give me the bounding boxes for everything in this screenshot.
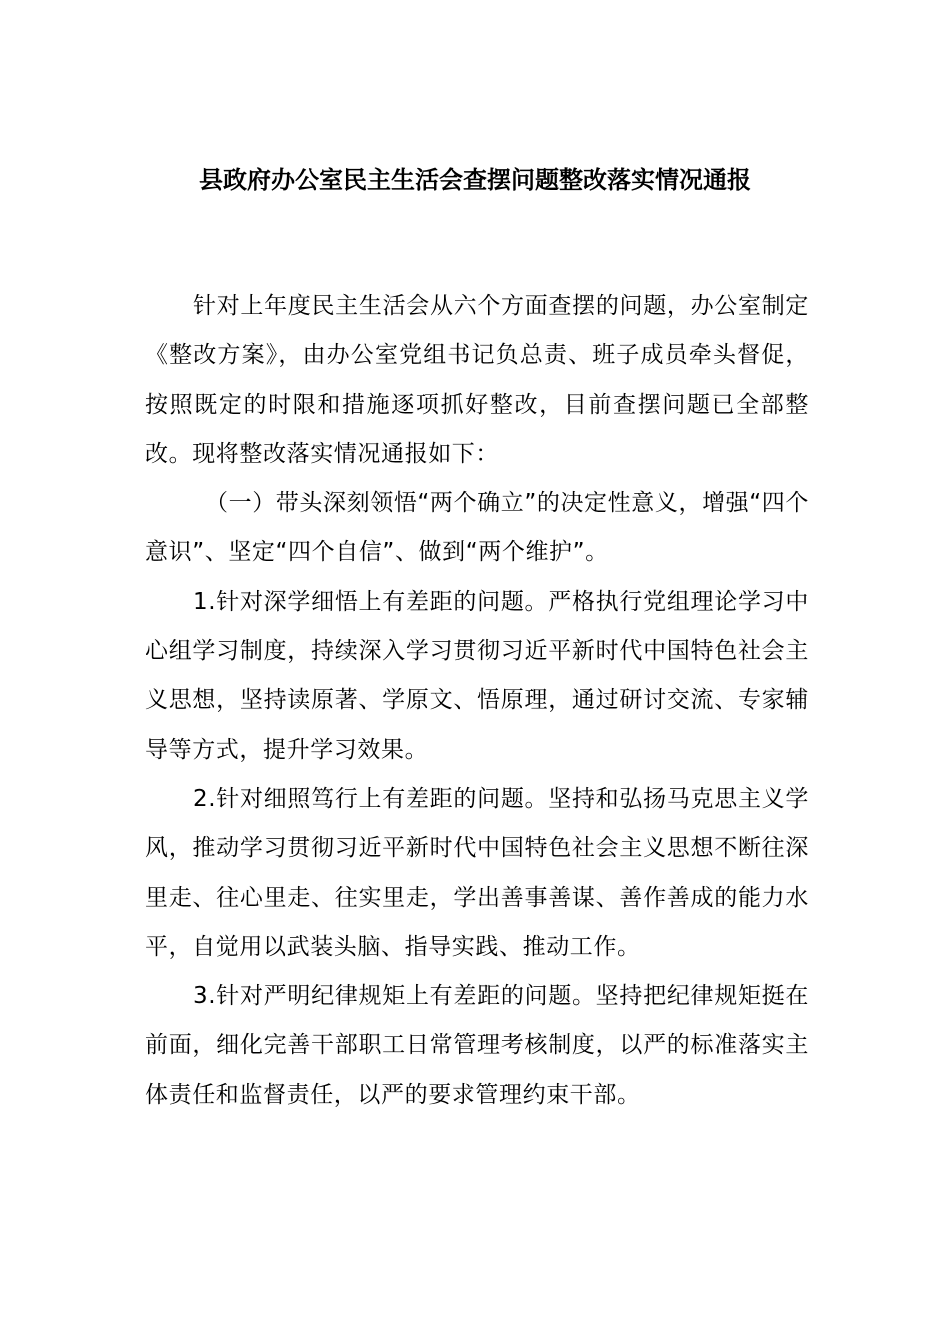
- document-body: [145, 282, 809, 1120]
- item-1-paragraph: 1.针对深学细悟上有差距的问题。严格执行党组理论学习中心组学习制度，持续深入学习贯彻习近平新时代中国特色社会主义思想，坚持读原著、学原文、悟原理，通过研讨交流、专家辅导等方式，提升学习效果。: [145, 588, 809, 763]
- intro-paragraph: 针对上年度民主生活会从六个方面查摆的问题，办公室制定《整改方案》，由办公室党组书记负总责、班子成员牵头督促，按照既定的时限和措施逐项抓好整改，目前查摆问题已全部整改。现将整改落实情况通报如下：: [145, 293, 809, 467]
- item-2-paragraph: 2.针对细照笃行上有差距的问题。坚持和弘扬马克思主义学风，推动学习贯彻习近平新时代中国特色社会主义思想不断往深里走、往心里走、往实里走，学出善事善谋、善作善成的能力水平，自觉用以武装头脑、指导实践、推动工作。: [145, 785, 809, 960]
- item-3-paragraph: 3.针对严明纪律规矩上有差距的问题。坚持把纪律规矩挺在前面，细化完善干部职工日常管理考核制度，以严的标准落实主体责任和监督责任，以严的要求管理约束干部。: [145, 983, 809, 1108]
- document-title: 县政府办公室民主生活会查摆问题整改落实情况通报: [199, 166, 751, 194]
- section-heading-paragraph: （一）带头深刻领悟“两个确立”的决定性意义，增强“四个意识”、坚定“四个自信”、做到“两个维护”。: [145, 490, 809, 566]
